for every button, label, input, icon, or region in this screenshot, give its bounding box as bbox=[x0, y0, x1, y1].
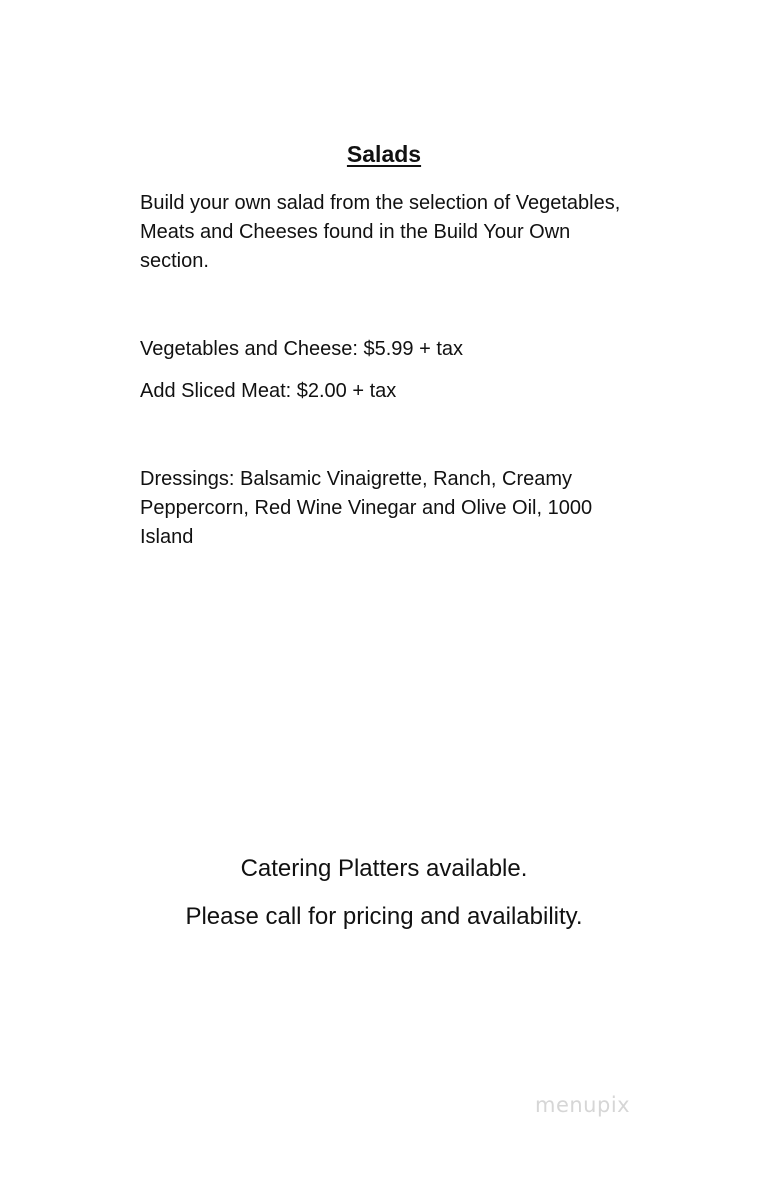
menupix-watermark: menupix bbox=[535, 1093, 631, 1117]
catering-note: Catering Platters available. bbox=[240, 855, 528, 882]
dressings-list: Dressings: Balsamic Vinaigrette, Ranch, Creamy Peppercorn, Red Wine Vinegar and Olive Oil, 1000 Island bbox=[140, 468, 593, 548]
salad-intro: Build your own salad from the selection of Vegetables, Meats and Cheeses found in the Build Your Own section. bbox=[140, 192, 621, 272]
pricing-call-note: Please call for pricing and availability. bbox=[185, 903, 583, 930]
price-sliced-meat: Add Sliced Meat: $2.00 + tax bbox=[140, 380, 397, 402]
price-vegetables-cheese: Vegetables and Cheese: $5.99 + tax bbox=[140, 338, 464, 360]
section-title: Salads bbox=[346, 141, 422, 167]
